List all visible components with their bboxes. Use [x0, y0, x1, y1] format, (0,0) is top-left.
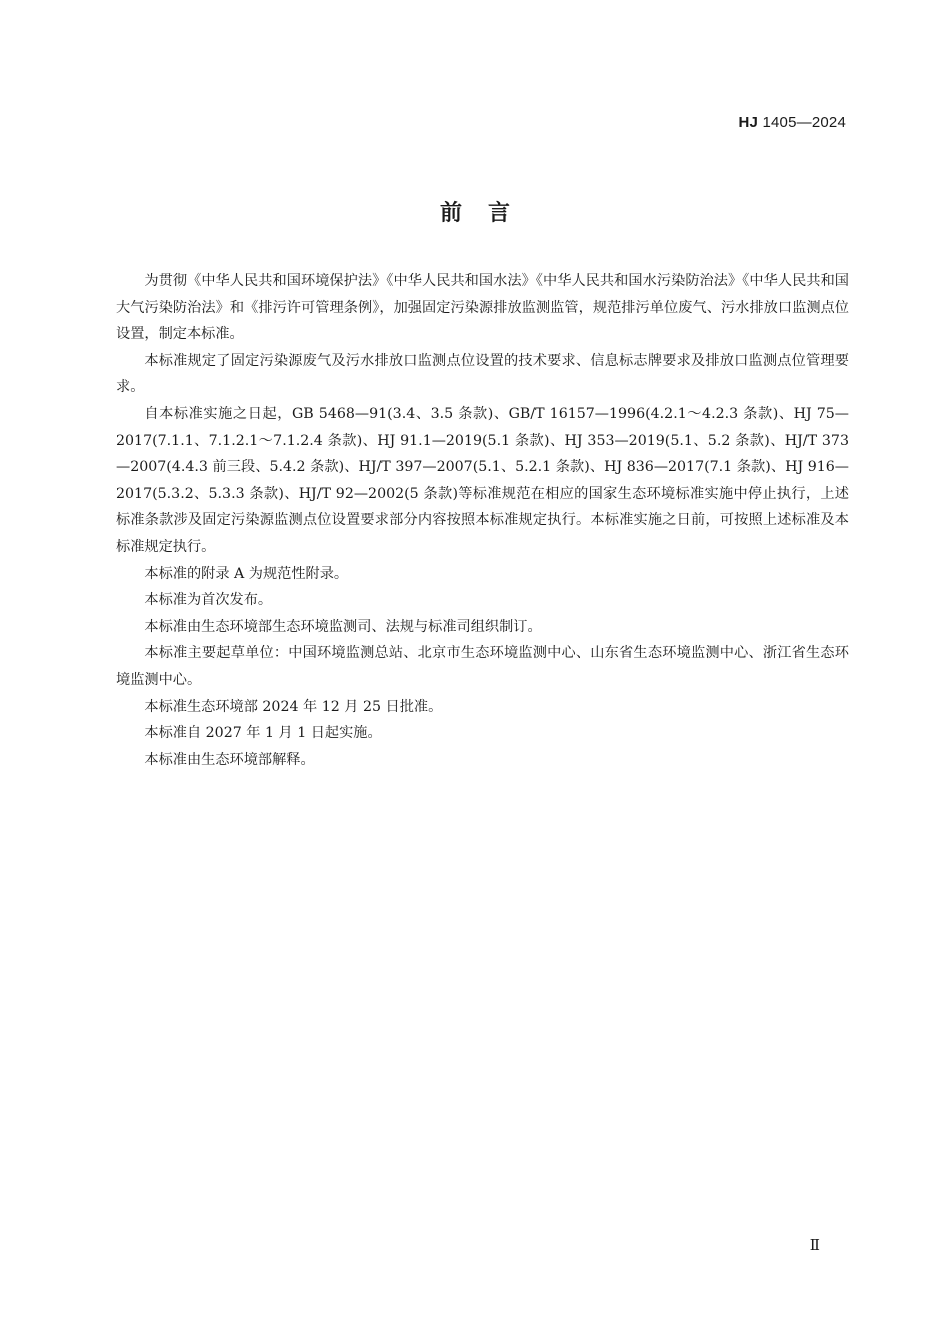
- page-number: Ⅱ: [809, 1236, 820, 1254]
- paragraph-organizer: 本标准由生态环境部生态环境监测司、法规与标准司组织制订。: [144, 618, 542, 635]
- paragraph-approval: 本标准生态环境部 2024 年 12 月 25 日批准。: [144, 698, 443, 715]
- paragraph-effective-date: 本标准自 2027 年 1 月 1 日起实施。: [144, 725, 382, 742]
- paragraph-scope: 本标准规定了固定污染源废气及污水排放口监测点位设置的技术要求、信息标志牌要求及排放口监测点位管理要求。: [116, 352, 849, 396]
- paragraph-appendix: 本标准的附录 A 为规范性附录。: [144, 565, 349, 582]
- page-title: 前言: [439, 201, 536, 226]
- standard-code-prefix: HJ: [738, 114, 759, 131]
- paragraph-interpretation: 本标准由生态环境部解释。: [144, 751, 315, 768]
- paragraph-first-release: 本标准为首次发布。: [144, 592, 273, 609]
- paragraph-drafters: 本标准主要起草单位：中国环境监测总站、北京市生态环境监测中心、山东省生态环境监测中心、浙江省生态环境监测中心。: [116, 645, 849, 688]
- standard-code-number: 1405—2024: [762, 114, 846, 131]
- paragraph-replaced-standards: 自本标准实施之日起，GB 5468—91(3.4、3.5 条款)、GB/T 16157—1996(4.2.1～4.2.3 条款)、HJ 75—2017(7.1.1、7.1.2.1～7.1.2.4 条款)、HJ 91.1—2019(5.1 条款)、HJ 353—2019(5.1、5.2 条款)、HJ/T 373—2007(4.4.3 前三段、5.4.2 条款)、HJ/T 397—2007(5.1、5.2.1 条款)、HJ 836—2017(7.1 条款)、HJ 916—2017(5.3.2、5.3.3 条款)、HJ/T 92—2002(5 条款)等标准规范在相应的国家生态环境标准实施中停止执行，上述标准条款涉及固定污染源监测点位设置要求部分内容按照本标准规定执行。本标准实施之日前，可按照上述标准及本标准规定执行。: [116, 405, 849, 555]
- foreword-body: [116, 268, 849, 773]
- paragraph-purpose: 为贯彻《中华人民共和国环境保护法》《中华人民共和国水法》《中华人民共和国水污染防治法》《中华人民共和国大气污染防治法》和《排污许可管理条例》，加强固定污染源排放监测监管，规范排污单位废气、污水排放口监测点位设置，制定本标准。: [116, 273, 849, 343]
- standard-code: [739, 114, 847, 131]
